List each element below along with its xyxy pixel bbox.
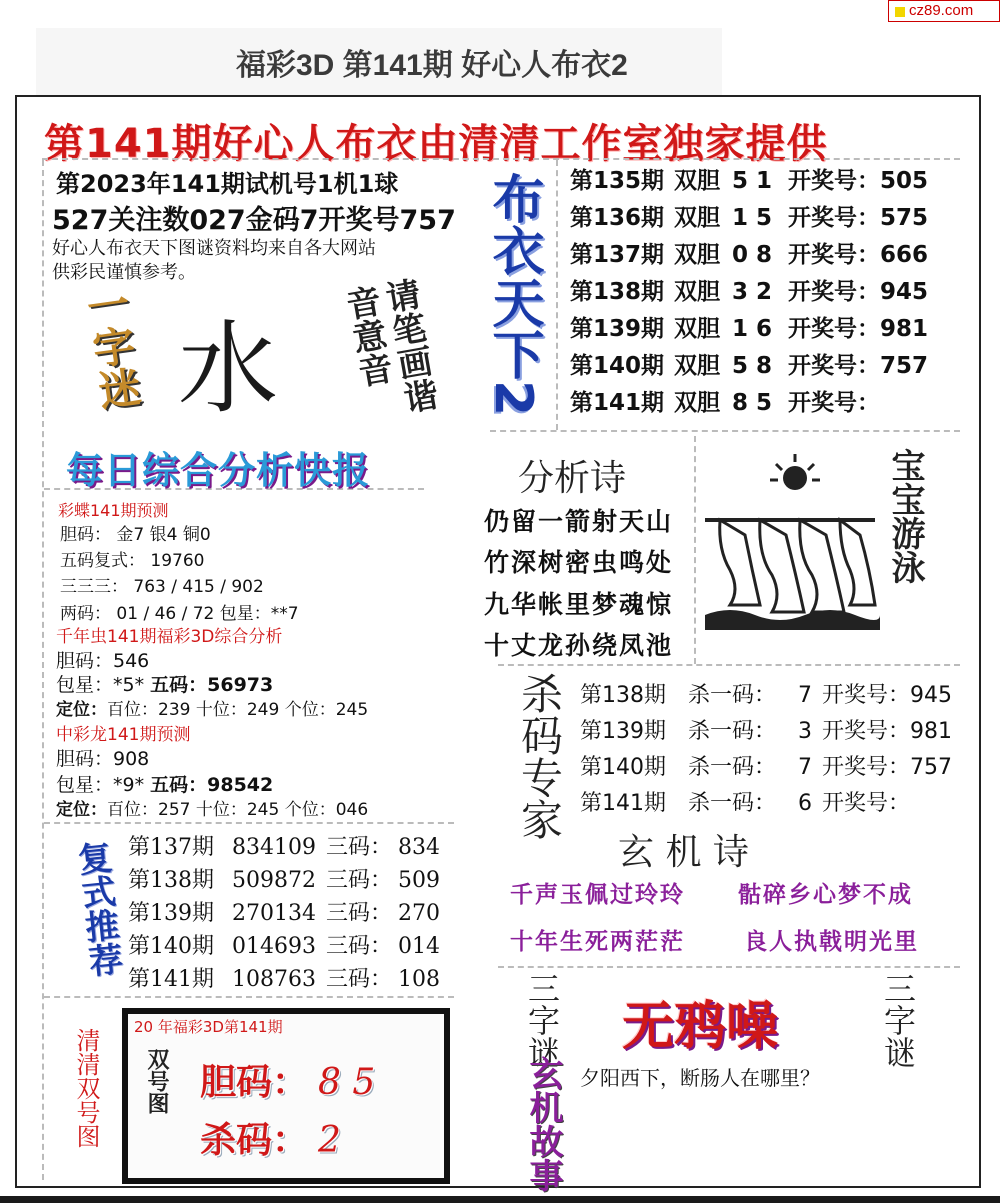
xuanji-line-1b: 骷碎乡心梦不成 — [738, 881, 913, 908]
story-text: 夕阳西下，断肠人在哪里？ — [580, 1066, 820, 1090]
sun-icon — [770, 454, 820, 490]
fushi-label: 复式推荐 — [69, 839, 124, 979]
history-row: 第139期 双胆 1 6 开奖号：981 — [570, 316, 929, 342]
history-row: 第140期 双胆 5 8 开奖号：757 — [570, 353, 929, 379]
xuanji-line-2b: 良人执戟明光里 — [744, 928, 919, 955]
bottom-bar — [0, 1196, 1000, 1203]
divider-xuanji-bottom — [498, 966, 960, 968]
intro-line-3: 好心人布衣天下图谜资料均来自各大网站 — [52, 238, 376, 259]
divider-top — [42, 158, 960, 160]
divider-fushi-top — [44, 822, 454, 824]
wuyazao-title: 无鸦噪 — [622, 997, 779, 1057]
poem-line: 竹深树密虫鸣处 — [484, 548, 674, 577]
kill-row: 第140期 杀一码： 7 开奖号：757 — [580, 755, 953, 780]
watermark-badge — [888, 0, 1000, 22]
history-row: 第137期 双胆 0 8 开奖号：666 — [570, 242, 929, 268]
card-tag: 双号图 — [144, 1048, 170, 1114]
qnc-line-1: 胆码：546 — [56, 650, 150, 672]
divider-left-vertical — [42, 160, 44, 1180]
history-row: 第141期 双胆 8 5 开奖号： — [570, 390, 880, 416]
history-row: 第138期 双胆 3 2 开奖号：945 — [570, 279, 929, 305]
page-title: 福彩3D 第141期 好心人布衣2 — [236, 49, 628, 82]
poem-line: 九华帐里梦魂惊 — [484, 590, 674, 619]
baobao-label: 宝宝游泳 — [885, 448, 925, 584]
fushi-row: 第138期 509872 三码： 509 — [128, 868, 440, 893]
daily-title: 每日综合分析快报 — [66, 449, 370, 492]
divider-poem-right — [694, 436, 696, 664]
divider-mid-vertical — [556, 160, 558, 430]
history-row: 第135期 双胆 5 1 开奖号：505 — [570, 168, 929, 194]
history-row: 第136期 双胆 1 5 开奖号：575 — [570, 205, 929, 231]
double-number-card — [122, 1008, 450, 1184]
caidie-line-4: 两码： 01 / 46 / 72 包星：**7 — [60, 604, 299, 624]
page-title-box — [36, 28, 722, 96]
sanzimi-right: 三字谜 — [879, 972, 917, 1068]
xuanji-line-2a: 十年生死两茫茫 — [510, 928, 685, 955]
brand-vertical-title: 布衣天下2 — [483, 172, 543, 417]
poem-line: 十丈龙孙绕凤池 — [484, 631, 674, 660]
divider-kill-top — [498, 664, 960, 666]
fushi-row: 第137期 834109 三码： 834 — [128, 835, 440, 860]
divider-fushi-bottom — [44, 996, 454, 998]
zcl-title: 中彩龙141期预测 — [56, 725, 191, 745]
riddle-big-char: 水 — [178, 310, 278, 427]
xuanji-story-label: 玄机故事 — [523, 1056, 563, 1192]
qnc-line-3: 定位：百位：239 十位：249 个位：245 — [56, 700, 369, 720]
kill-row: 第141期 杀一码： 6 开奖号： — [580, 791, 911, 816]
fushi-row: 第140期 014693 三码： 014 — [128, 934, 440, 959]
caidie-title: 彩蝶141期预测 — [58, 501, 169, 520]
divider-history-bottom — [490, 430, 960, 432]
fushi-row: 第141期 108763 三码： 108 — [128, 967, 440, 992]
kill-label: 杀码专家 — [515, 672, 564, 840]
zcl-line-3: 定位：百位：257 十位：245 个位：046 — [56, 800, 369, 820]
watermark-square-icon — [895, 7, 905, 17]
caidie-line-2: 五码复式： 19760 — [60, 551, 205, 571]
intro-line-1: 第2023年141期试机号1机1球 — [56, 170, 399, 198]
xuanji-line-1a: 千声玉佩过玲玲 — [510, 881, 685, 908]
card-sha-row: 杀码： 2 — [200, 1119, 341, 1161]
caidie-line-3: 三三三： 763 / 415 / 902 — [60, 577, 264, 597]
poem-title: 分析诗 — [518, 458, 627, 499]
intro-line-4: 供彩民谨慎参考。 — [52, 262, 196, 283]
xuanji-title: 玄 机 诗 — [618, 832, 749, 873]
banner-title: 第141期好心人布衣由清清工作室独家提供 — [44, 121, 828, 167]
intro-line-2: 527关注数027金码7开奖号757 — [52, 205, 456, 236]
riddle-hint: 请笔画谐音意音 — [337, 275, 441, 417]
qingqing-label: 清清双号图 — [72, 1028, 100, 1148]
zcl-line-1: 胆码：908 — [56, 748, 150, 770]
sanzimi-left: 三字谜 — [523, 972, 561, 1068]
caidie-line-1: 胆码： 金7 银4 铜0 — [60, 525, 211, 545]
watermark-text: cz89.com — [909, 2, 974, 19]
riddle-label: 一字迷 — [78, 280, 145, 413]
baobao-illustration — [700, 440, 880, 650]
card-dan-row: 胆码： 8 5 — [200, 1061, 376, 1103]
fushi-row: 第139期 270134 三码： 270 — [128, 901, 440, 926]
qnc-line-2: 包星：*5* 五码：56973 — [56, 674, 274, 696]
poem-line: 仍留一箭射天山 — [484, 507, 674, 536]
kill-row: 第139期 杀一码： 3 开奖号：981 — [580, 719, 953, 744]
card-header: 20 年福彩3D第141期 — [134, 1018, 283, 1036]
qnc-title: 千年虫141期福彩3D综合分析 — [56, 627, 283, 647]
zcl-line-2: 包星：*9* 五码：98542 — [56, 774, 274, 796]
kill-row: 第138期 杀一码： 7 开奖号：945 — [580, 683, 953, 708]
duck-figure — [720, 520, 875, 612]
